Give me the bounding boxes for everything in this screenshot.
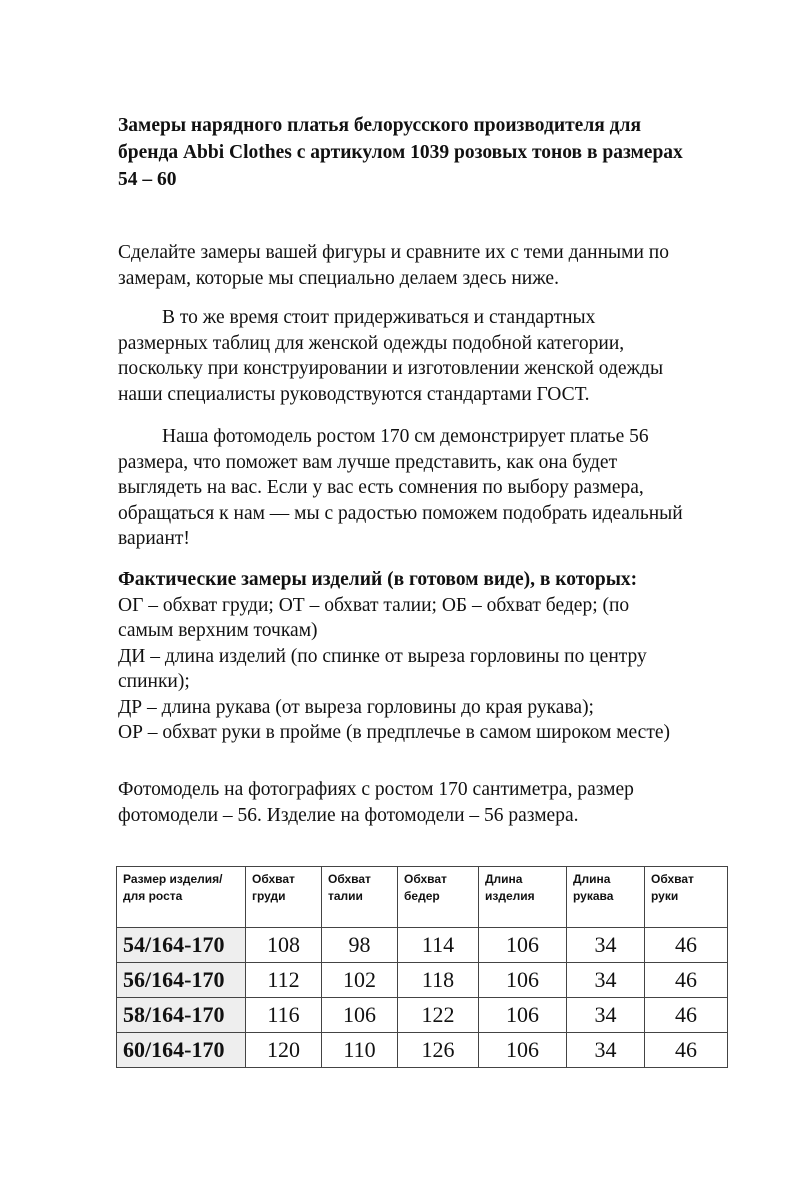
table-cell: 108 bbox=[246, 928, 322, 963]
table-header-row bbox=[117, 867, 728, 928]
table-cell: 112 bbox=[246, 963, 322, 998]
table-row bbox=[117, 928, 728, 963]
size-cell: 56/164-170 bbox=[117, 963, 246, 998]
table-cell: 106 bbox=[479, 1033, 567, 1068]
table-cell: 114 bbox=[398, 928, 479, 963]
legend-line: самым верхним точкам) bbox=[118, 620, 318, 641]
legend-line: ОГ – обхват груди; ОТ – обхват талии; ОБ – обхват бедер; (по bbox=[118, 594, 630, 616]
table-cell: 122 bbox=[398, 998, 479, 1033]
table-cell: 106 bbox=[479, 928, 567, 963]
table-cell: 46 bbox=[645, 998, 728, 1033]
gost-line: поскольку при конструировании и изготовлении женской одежды bbox=[118, 358, 664, 379]
table-cell: 34 bbox=[567, 1033, 645, 1068]
table-row bbox=[117, 998, 728, 1033]
gost-line: наши специалисты руководствуются стандартами ГОСТ. bbox=[118, 383, 590, 405]
table-cell: 110 bbox=[322, 1033, 398, 1068]
photo-line: Фотомодель на фотографиях с ростом 170 сантиметра, размер bbox=[118, 779, 634, 800]
legend-line: спинки); bbox=[118, 671, 190, 692]
legend-line: ДР – длина рукава (от выреза горловины до края рукава); bbox=[118, 696, 594, 718]
title-line: Замеры нарядного платья белорусского производителя для bbox=[118, 115, 642, 136]
legend-line: ОР – обхват руки в пройме (в предплечье в самом широком месте) bbox=[118, 722, 670, 743]
header-arm: Обхват руки bbox=[645, 867, 728, 928]
model-line: размера, что поможет вам лучше представить, как она будет bbox=[118, 451, 618, 473]
header-bust: Обхват груди bbox=[246, 867, 322, 928]
intro-line: замерам, которые мы специально делаем здесь ниже. bbox=[118, 267, 559, 289]
table-cell: 126 bbox=[398, 1033, 479, 1068]
table-cell: 120 bbox=[246, 1033, 322, 1068]
table-row bbox=[117, 963, 728, 998]
legend-line: ДИ – длина изделий (по спинке от выреза горловины по центру bbox=[118, 645, 647, 667]
intro-paragraph bbox=[118, 240, 758, 291]
model-line: вариант! bbox=[118, 528, 190, 549]
table-cell: 46 bbox=[645, 928, 728, 963]
header-length: Длина изделия bbox=[479, 867, 567, 928]
model-paragraph bbox=[118, 424, 758, 552]
model-line: Наша фотомодель ростом 170 см демонстрирует платье 56 bbox=[162, 426, 649, 447]
gost-paragraph bbox=[118, 305, 758, 407]
table-cell: 106 bbox=[322, 998, 398, 1033]
size-cell: 58/164-170 bbox=[117, 998, 246, 1033]
model-line: выглядеть на вас. Если у вас есть сомнения по выбору размера, bbox=[118, 477, 644, 498]
table-cell: 34 bbox=[567, 928, 645, 963]
size-table bbox=[116, 866, 728, 1068]
title-line: 54 – 60 bbox=[118, 169, 177, 190]
table-cell: 34 bbox=[567, 963, 645, 998]
document-title bbox=[118, 112, 758, 193]
table-cell: 98 bbox=[322, 928, 398, 963]
title-line: бренда Abbi Clothes с артикулом 1039 розовых тонов в размерах bbox=[118, 142, 683, 163]
table-cell: 46 bbox=[645, 963, 728, 998]
table-cell: 116 bbox=[246, 998, 322, 1033]
table-cell: 102 bbox=[322, 963, 398, 998]
table-cell: 106 bbox=[479, 963, 567, 998]
table-row bbox=[117, 1033, 728, 1068]
table-cell: 118 bbox=[398, 963, 479, 998]
table-cell: 46 bbox=[645, 1033, 728, 1068]
header-waist: Обхват талии bbox=[322, 867, 398, 928]
table-cell: 106 bbox=[479, 998, 567, 1033]
size-cell: 60/164-170 bbox=[117, 1033, 246, 1068]
header-hips: Обхват бедер bbox=[398, 867, 479, 928]
photo-paragraph bbox=[118, 777, 758, 828]
header-sleeve: Длина рукава bbox=[567, 867, 645, 928]
photo-line: фотомодели – 56. Изделие на фотомодели – 56 размера. bbox=[118, 804, 579, 826]
legend-paragraph bbox=[118, 567, 758, 746]
size-cell: 54/164-170 bbox=[117, 928, 246, 963]
model-line: обращаться к нам — мы с радостью поможем подобрать идеальный bbox=[118, 502, 683, 524]
gost-line: размерных таблиц для женской одежды подобной категории, bbox=[118, 332, 625, 354]
header-size: Размер изделия/для роста bbox=[117, 867, 246, 928]
gost-line: В то же время стоит придерживаться и стандартных bbox=[162, 307, 596, 328]
legend-heading: Фактические замеры изделий (в готовом виде), в которых: bbox=[118, 569, 638, 590]
intro-line: Сделайте замеры вашей фигуры и сравните их с теми данными по bbox=[118, 242, 669, 263]
table-cell: 34 bbox=[567, 998, 645, 1033]
